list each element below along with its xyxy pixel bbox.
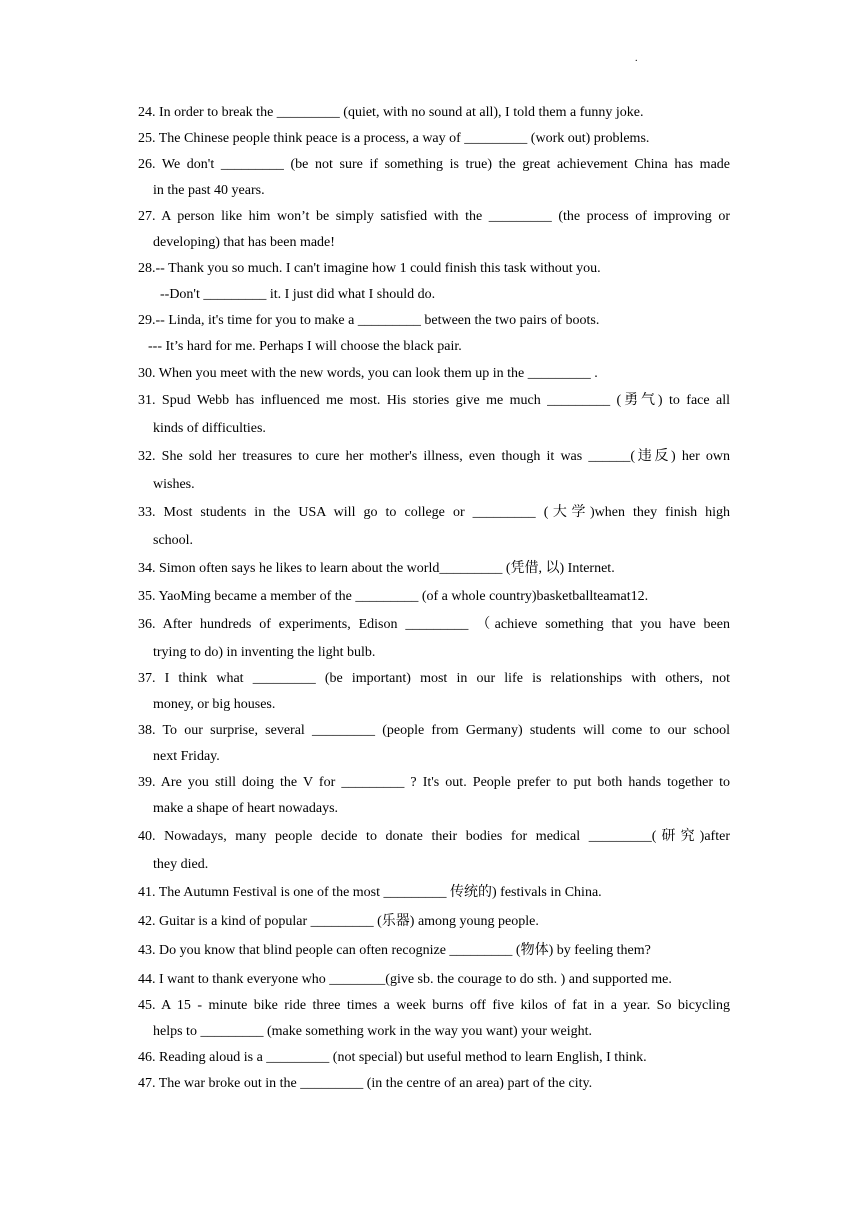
question-41 [138, 880, 730, 906]
question-37 [138, 666, 730, 718]
question-line: 27. A person like him won’t be simply satisfied with the _________ (the process of improving or [138, 209, 730, 224]
question-line: 28.-- Thank you so much. I can't imagine how 1 could finish this task without you. [138, 261, 601, 276]
question-line: 43. Do you know that blind people can often recognize _________ (物体) by feeling them? [138, 943, 651, 958]
question-33 [138, 499, 730, 555]
question-30 [138, 361, 730, 387]
question-31 [138, 387, 730, 443]
question-line: 33. Most students in the USA will go to college or _________ (大学)when they finish high [138, 505, 730, 520]
corner-mark: . [635, 53, 638, 64]
question-line: 24. In order to break the _________ (quiet, with no sound at all), I told them a funny joke. [138, 105, 644, 120]
question-line: helps to _________ (make something work in the way you want) your weight. [153, 1024, 592, 1039]
question-44 [138, 967, 730, 993]
question-32 [138, 443, 730, 499]
question-line: make a shape of heart nowadays. [153, 801, 339, 816]
question-line: 31. Spud Webb has influenced me most. His stories give me much _________ (勇气) to face all [138, 393, 730, 408]
question-42 [138, 909, 730, 935]
question-line: 36. After hundreds of experiments, Edison _________ （achieve something that you have been [138, 617, 730, 632]
question-line: 40. Nowadays, many people decide to donate their bodies for medical _________(研究)after [138, 829, 730, 844]
question-line: 34. Simon often says he likes to learn about the world_________ (凭借, 以) Internet. [138, 561, 615, 576]
question-27 [138, 204, 730, 256]
question-line: school. [153, 533, 194, 548]
question-line: --Don't _________ it. I just did what I should do. [160, 287, 436, 302]
question-34 [138, 555, 730, 583]
question-line: trying to do) in inventing the light bulb. [153, 645, 376, 660]
question-line: 26. We don't _________ (be not sure if something is true) the great achievement China has made [138, 157, 730, 172]
question-line: next Friday. [153, 749, 220, 764]
question-40 [138, 823, 730, 879]
question-line: 39. Are you still doing the V for _________ ? It's out. People prefer to put both hands together to [138, 775, 730, 790]
question-26 [138, 152, 730, 204]
question-line: 46. Reading aloud is a _________ (not special) but useful method to learn English, I think. [138, 1050, 647, 1065]
question-line: --- It’s hard for me. Perhaps I will choose the black pair. [148, 339, 462, 354]
question-line: 29.-- Linda, it's time for you to make a _________ between the two pairs of boots. [138, 313, 600, 328]
question-line: 35. YaoMing became a member of the _________ (of a whole country)basketballteamat12. [138, 589, 649, 604]
question-43 [138, 938, 730, 964]
question-line: money, or big houses. [153, 697, 276, 712]
question-39 [138, 770, 730, 822]
question-line: 30. When you meet with the new words, you can look them up in the _________ . [138, 366, 598, 381]
question-line: 44. I want to thank everyone who ________(give sb. the courage to do sth. ) and supported me. [138, 972, 672, 987]
question-36 [138, 611, 730, 667]
question-line: 47. The war broke out in the _________ (in the centre of an area) part of the city. [138, 1076, 593, 1091]
question-line: 32. She sold her treasures to cure her mother's illness, even though it was ______(违反) her own [138, 449, 730, 464]
question-line: wishes. [153, 477, 195, 492]
question-line: 45. A 15 - minute bike ride three times a week burns off five kilos of fat in a year. So bicycling [138, 998, 730, 1013]
question-45 [138, 993, 730, 1045]
question-28 [138, 256, 730, 308]
question-38 [138, 718, 730, 770]
question-35 [138, 583, 730, 611]
question-line: in the past 40 years. [153, 183, 265, 198]
question-line: 25. The Chinese people think peace is a process, a way of _________ (work out) problems. [138, 131, 650, 146]
question-line: they died. [153, 857, 209, 872]
question-line: 41. The Autumn Festival is one of the most _________ 传统的) festivals in China. [138, 885, 602, 900]
question-29 [138, 308, 730, 360]
question-25 [138, 126, 730, 152]
question-47 [138, 1071, 730, 1097]
question-line: 37. I think what _________ (be important) most in our life is relationships with others, not [138, 671, 730, 686]
question-line: 38. To our surprise, several _________ (people from Germany) students will come to our school [138, 723, 730, 738]
question-24 [138, 100, 730, 126]
question-line: 42. Guitar is a kind of popular _________ (乐器) among young people. [138, 914, 539, 929]
question-line: developing) that has been made! [153, 235, 335, 250]
question-46 [138, 1045, 730, 1071]
question-line: kinds of difficulties. [153, 421, 266, 436]
